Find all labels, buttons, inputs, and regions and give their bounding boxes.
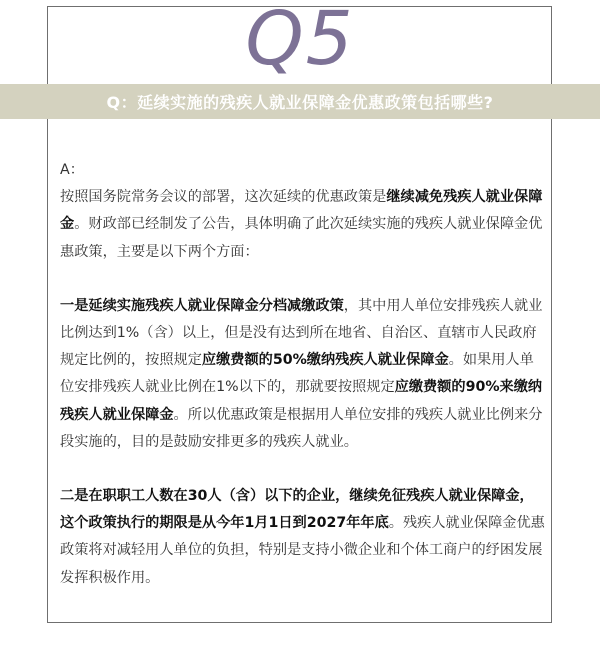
question-number-badge: Q5 <box>245 0 355 82</box>
answer-paragraph-3 <box>60 483 546 592</box>
question-banner <box>0 84 600 119</box>
p1-bold-1: 继续减免残疾人就业保障金 <box>60 189 543 233</box>
p1-text-2: 。财政部已经制发了公告，具体明确了此次延续实施的残疾人就业保障金优惠政策，主要是以下两个方面： <box>60 216 543 260</box>
p2-bold-2: 应缴费额的50%缴纳残疾人就业保障金 <box>201 352 449 369</box>
p2-bold-3: 应缴费额的90%来缴纳残疾人就业保障金 <box>60 379 543 423</box>
answer-paragraph-2 <box>60 293 546 456</box>
answer-label: A： <box>60 162 84 178</box>
p1-text-1: 按照国务院常务会议的部署，这次延续的优惠政策是 <box>60 189 387 206</box>
p2-text-1: ，其中用人单位安排残疾人就业比例达到1%（含）以上，但是没有达到所在地省、自治区、直辖市人民政府规定比例的，按照规定 <box>60 297 543 369</box>
p3-bold-1: 二是在职职工人数在30人（含）以下的企业，继续免征残疾人就业保障金，这个政策执行的期限是从今年1月1日到2027年年底 <box>60 488 534 532</box>
answer-content <box>60 157 546 592</box>
p2-text-2: 。如果用人单位安排残疾人就业比例在1%以下的，那就要按照规定 <box>60 352 534 396</box>
p3-text-1: 。残疾人就业保障金优惠政策将对减轻用人单位的负担，特别是支持小微企业和个体工商户的纾困发展发挥积极作用。 <box>60 515 545 586</box>
answer-paragraph-1 <box>60 157 546 266</box>
p2-text-3: 。所以优惠政策是根据用人单位安排的残疾人就业比例来分段实施的，目的是鼓励安排更多的残疾人就业。 <box>60 406 543 450</box>
p2-bold-1: 一是延续实施残疾人就业保障金分档减缴政策 <box>60 297 344 314</box>
question-text: Q：延续实施的残疾人就业保障金优惠政策包括哪些? <box>106 93 494 112</box>
